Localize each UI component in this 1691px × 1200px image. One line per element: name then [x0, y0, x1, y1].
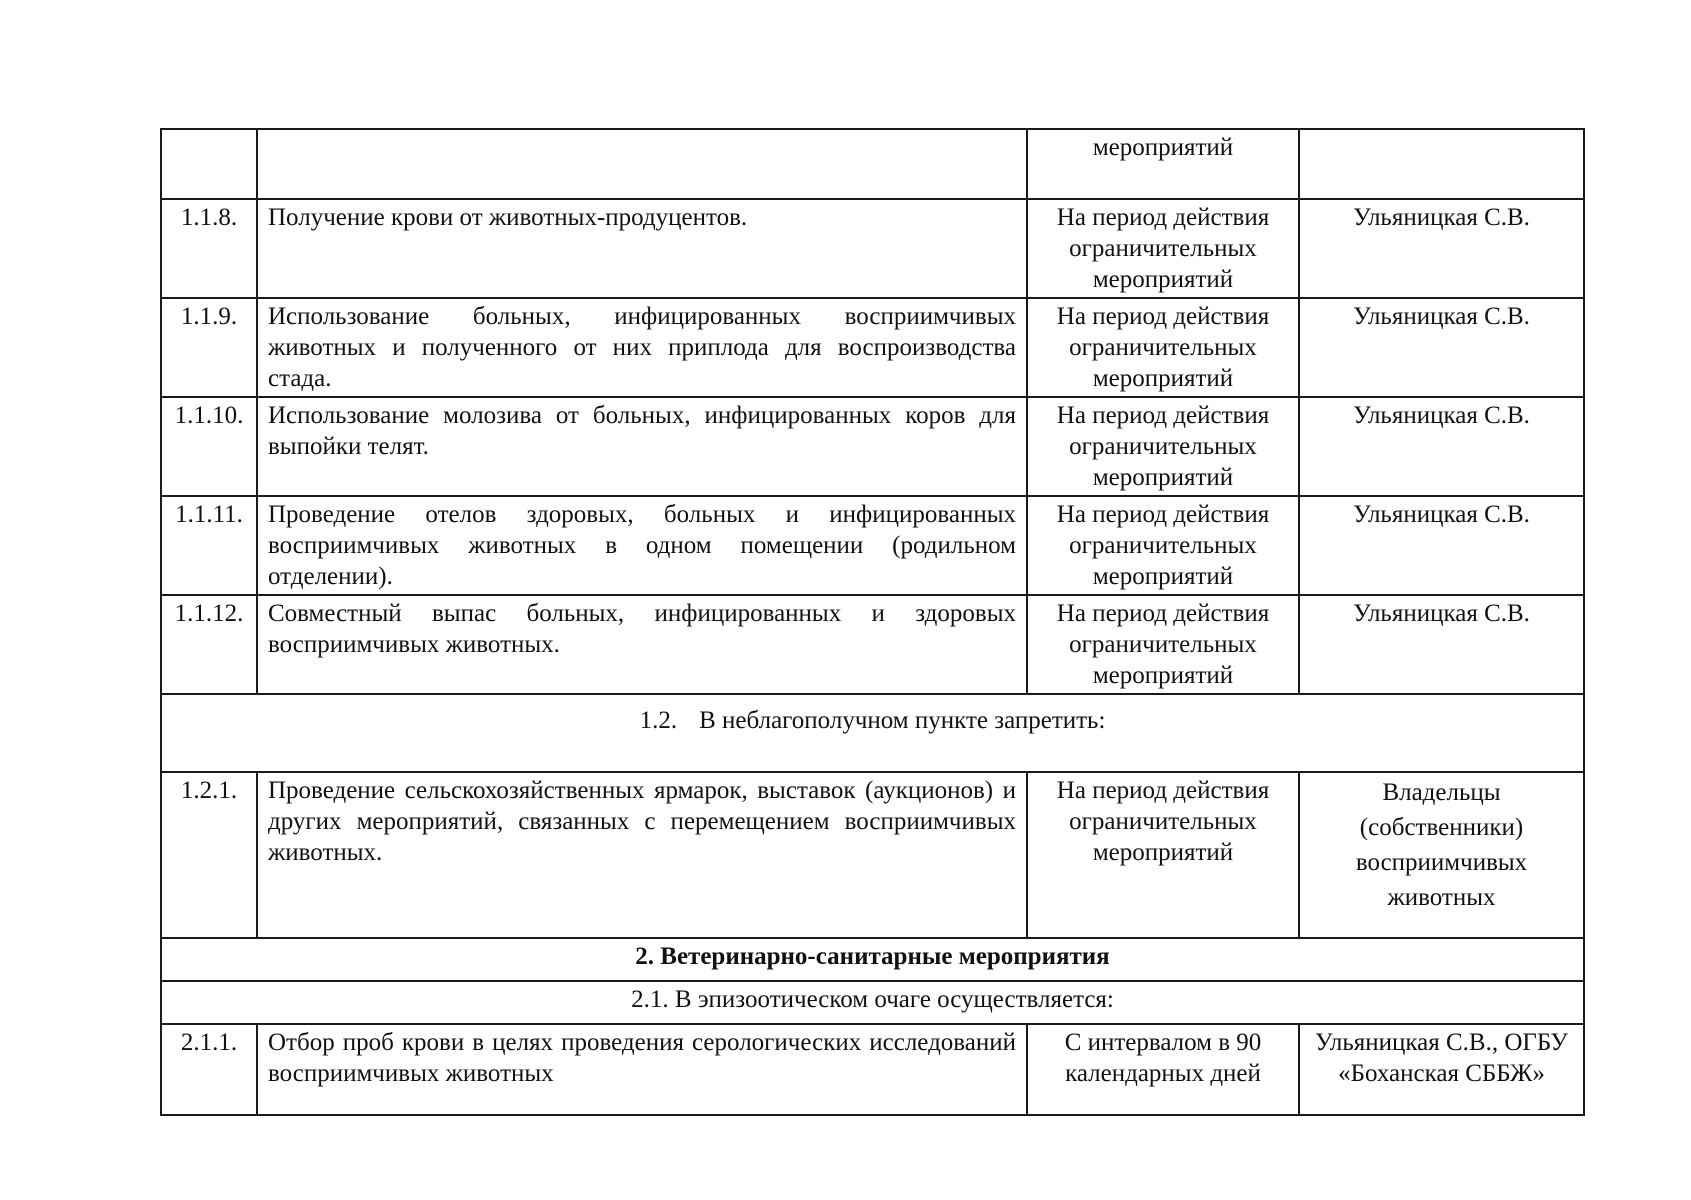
row-responsible: Ульяницкая С.В.: [1299, 199, 1584, 298]
section-title: В неблагополучном пункте запретить:: [699, 707, 1106, 734]
table-row-continuation: [161, 129, 1584, 199]
row-term: На период действия ограничительных мероприятий: [1027, 496, 1299, 595]
row-term: На период действия ограничительных мероприятий: [1027, 397, 1299, 496]
row-term: На период действия ограничительных мероприятий: [1027, 199, 1299, 298]
row-responsible: Ульяницкая С.В.: [1299, 397, 1584, 496]
table-row: [161, 772, 1584, 938]
measures-table: [160, 128, 1585, 1116]
row-term: С интервалом в 90 календарных дней: [1027, 1024, 1299, 1115]
row-term: На период действия ограничительных мероприятий: [1027, 772, 1299, 938]
row-term: На период действия ограничительных мероприятий: [1027, 298, 1299, 397]
section-heading-bold: 2. Ветеринарно-санитарные мероприятия: [161, 938, 1584, 981]
row-description: Получение крови от животных-продуцентов.: [257, 199, 1027, 298]
row-number: 1.1.10.: [161, 397, 257, 496]
row-number: 2.1.1.: [161, 1024, 257, 1115]
table-row: [161, 397, 1584, 496]
subsection-heading: 2.1. В эпизоотическом очаге осуществляется:: [161, 981, 1584, 1024]
row-responsible: Ульяницкая С.В.: [1299, 595, 1584, 694]
row-responsible: Ульяницкая С.В., ОГБУ «Боханская СББЖ»: [1299, 1024, 1584, 1115]
row-number: 1.1.12.: [161, 595, 257, 694]
row-term: мероприятий: [1027, 129, 1299, 199]
row-responsible: Ульяницкая С.В.: [1299, 298, 1584, 397]
row-description: Отбор проб крови в целях проведения серологических исследований восприимчивых животных: [257, 1024, 1027, 1115]
table-row: [161, 496, 1584, 595]
row-responsible: [1299, 129, 1584, 199]
table-row: [161, 298, 1584, 397]
row-description: Совместный выпас больных, инфицированных и здоровых восприимчивых животных.: [257, 595, 1027, 694]
row-number: 1.2.1.: [161, 772, 257, 938]
row-number: 1.1.8.: [161, 199, 257, 298]
section-heading: [161, 694, 1584, 772]
row-term: На период действия ограничительных мероприятий: [1027, 595, 1299, 694]
table-row: [161, 595, 1584, 694]
row-responsible: Ульяницкая С.В.: [1299, 496, 1584, 595]
section-row-2-1: [161, 981, 1584, 1024]
row-description: Проведение сельскохозяйственных ярмарок, выставок (аукционов) и других мероприятий, связанных с перемещением восприимчивых животных.: [257, 772, 1027, 938]
row-number: [161, 129, 257, 199]
section-row-1-2: [161, 694, 1584, 772]
table-row: [161, 199, 1584, 298]
row-description: Проведение отелов здоровых, больных и инфицированных восприимчивых животных в одном помещении (родильном отделении).: [257, 496, 1027, 595]
section-row-2: [161, 938, 1584, 981]
row-responsible: Владельцы (собственники) восприимчивых животных: [1299, 772, 1584, 938]
row-description: Использование больных, инфицированных восприимчивых животных и полученного от них приплода для воспроизводства стада.: [257, 298, 1027, 397]
table-row: [161, 1024, 1584, 1115]
row-number: 1.1.9.: [161, 298, 257, 397]
row-number: 1.1.11.: [161, 496, 257, 595]
section-number: 1.2.: [639, 707, 678, 734]
row-description: [257, 129, 1027, 199]
row-description: Использование молозива от больных, инфицированных коров для выпойки телят.: [257, 397, 1027, 496]
